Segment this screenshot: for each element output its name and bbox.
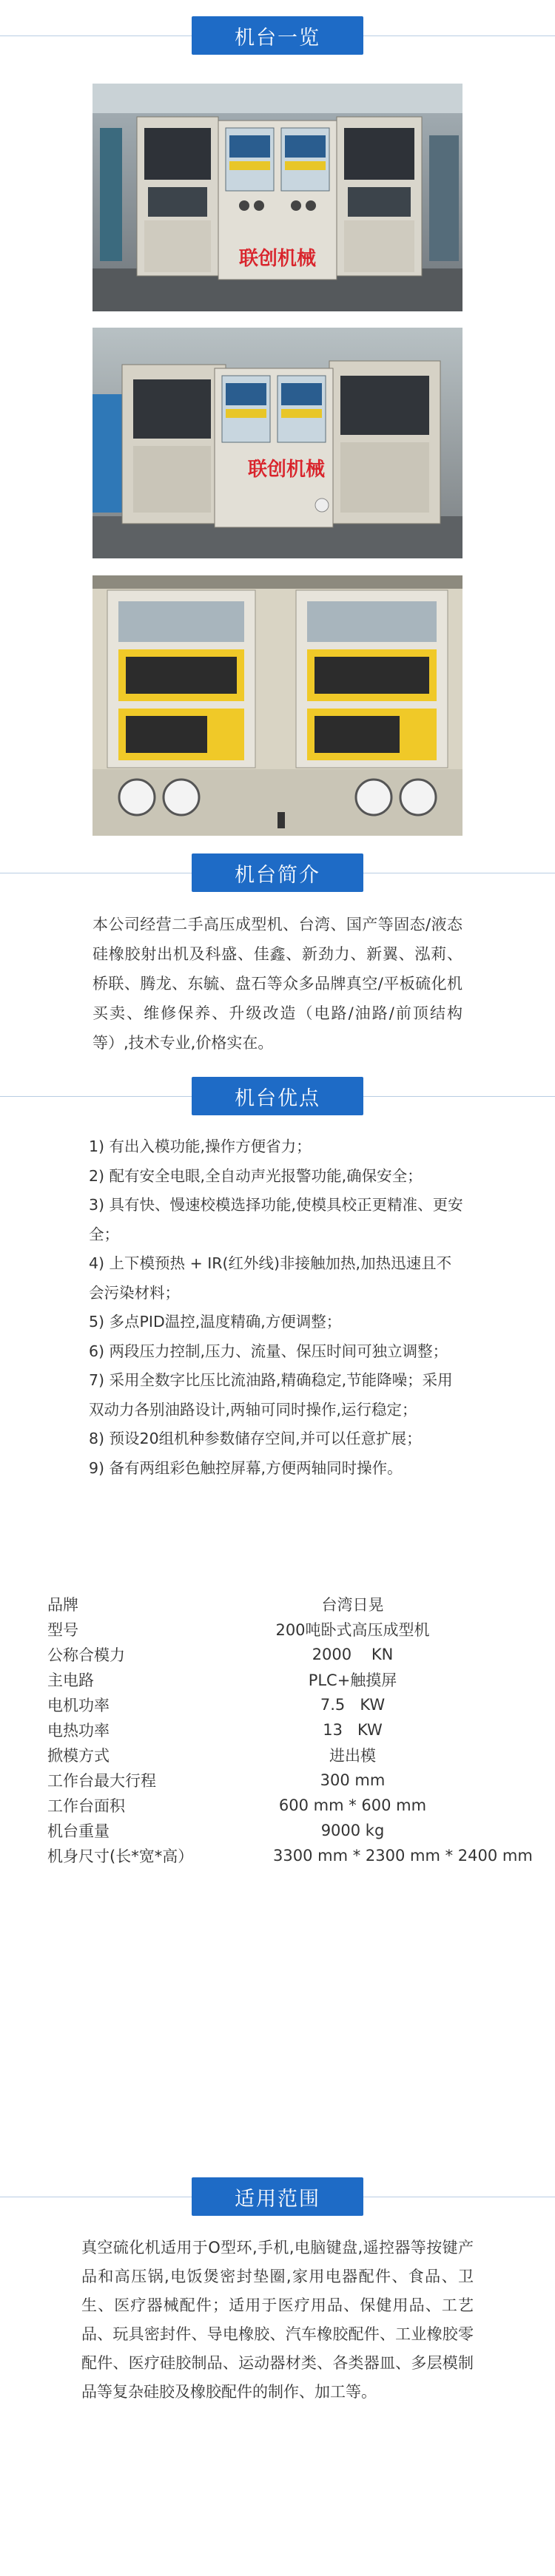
- spec-row: [47, 1717, 536, 1742]
- spec-row: [47, 1793, 536, 1818]
- advantage-item: 7) 采用全数字比压比流油路,精确稳定,节能降噪；采用双动力各别油路设计,两轴可同时操作,运行稳定；: [89, 1371, 453, 1419]
- intro-title: 机台简介: [192, 853, 363, 892]
- scope-title: 适用范围: [192, 2177, 363, 2216]
- machine-photo-side: [92, 328, 462, 558]
- advantage-item: 5) 多点PID温控,温度精确,方便调整；: [89, 1313, 342, 1331]
- machine-photo-side-image: [92, 328, 462, 558]
- spec-row: [47, 1667, 536, 1692]
- control-panel-photo-image: [92, 575, 462, 836]
- advantage-item: 3) 具有快、慢速校模选择功能,使模具校正更精准、更安全；: [89, 1196, 463, 1243]
- spec-row: [47, 1692, 536, 1717]
- spec-row: [47, 1742, 536, 1768]
- scope-paragraph: 真空硫化机适用于O型环,手机,电脑键盘,遥控器等按键产品和高压锅,电饭煲密封垫圈,家用电器配件、食品、卫生、医疗器械配件；适用于医疗用品、保健用品、工艺品、玩具密封件、导电橡胶、汽车橡胶配件、工业橡胶零配件、医疗硅胶制品、运动器材类、各类器皿、多层模制品等复杂硅胶及橡胶配件的制作、加工等。: [81, 2239, 474, 2401]
- spec-row: [47, 1592, 536, 1617]
- spec-value: 台湾日晃: [321, 1596, 384, 1614]
- control-panel-photo: [92, 575, 462, 836]
- spec-row: [47, 1818, 536, 1843]
- spec-row: [47, 1617, 536, 1642]
- advantage-item: 9) 备有两组彩色触控屏幕,方便两轴同时操作。: [89, 1458, 403, 1477]
- spec-row: [47, 1843, 536, 1868]
- spec-value: 300 mm: [320, 1771, 386, 1789]
- advantage-item: 1) 有出入模功能,操作方便省力；: [89, 1137, 312, 1155]
- spec-value: 7.5 KW: [320, 1696, 386, 1714]
- spec-label: 机身尺寸(长*宽*高）: [47, 1848, 194, 1865]
- spec-label: 掀模方式: [47, 1747, 110, 1765]
- photo-watermark: 联创机械: [247, 459, 326, 481]
- spec-value: PLC+触摸屏: [308, 1671, 397, 1689]
- spec-value: 进出模: [329, 1747, 376, 1765]
- spec-label: 品牌: [47, 1596, 78, 1614]
- advantage-item: 4) 上下模预热 + IR(红外线)非接触加热,加热迅速且不会污染材料；: [89, 1254, 452, 1302]
- spec-table: [47, 1592, 536, 1868]
- advantages-header: [0, 1077, 555, 1115]
- spec-label: 主电路: [47, 1671, 94, 1689]
- intro-paragraph: 本公司经营二手高压成型机、台湾、国产等固态/液态硅橡胶射出机及科盛、佳鑫、新劲力、新翼、泓莉、桥联、腾龙、东毓、盘石等众多品牌真空/平板硫化机买卖、维修保养、升级改造（电路/油路/前顶结构等）,技术专业,价格实在。: [92, 916, 462, 1052]
- advantage-item: 2) 配有安全电眼,全自动声光报警功能,确保安全；: [89, 1166, 423, 1185]
- advantage-item: 8) 预设20组机种参数储存空间,并可以任意扩展；: [89, 1430, 422, 1447]
- spec-label: 工作台最大行程: [47, 1772, 156, 1790]
- spec-label: 公称合模力: [47, 1646, 125, 1664]
- advantages-list: [89, 1132, 466, 1483]
- photo-watermark: 联创机械: [238, 248, 317, 270]
- spec-row: [47, 1768, 536, 1793]
- overview-header: [0, 16, 555, 55]
- scope-header: [0, 2177, 555, 2216]
- machine-photo-front-image: [92, 84, 462, 311]
- spec-value: 600 mm * 600 mm: [278, 1796, 427, 1814]
- spec-label: 机台重量: [47, 1822, 110, 1840]
- overview-title: 机台一览: [192, 16, 363, 55]
- advantage-item: 6) 两段压力控制,压力、流量、保压时间可独立调整；: [89, 1342, 448, 1360]
- advantages-title: 机台优点: [192, 1077, 363, 1115]
- machine-photo-front: [92, 84, 462, 311]
- spec-label: 电机功率: [47, 1697, 110, 1714]
- spec-value: 13 KW: [323, 1721, 383, 1739]
- spec-label: 电热功率: [47, 1722, 110, 1740]
- spec-value: 9000 kg: [320, 1822, 385, 1839]
- intro-header: [0, 853, 555, 892]
- spec-row: [47, 1642, 536, 1667]
- spec-label: 工作台面积: [47, 1797, 125, 1815]
- spec-label: 型号: [47, 1621, 78, 1639]
- spec-value: 3300 mm * 2300 mm * 2400 mm: [273, 1847, 533, 1865]
- spec-value: 200吨卧式高压成型机: [275, 1621, 430, 1639]
- spec-value: 2000 KN: [312, 1646, 394, 1663]
